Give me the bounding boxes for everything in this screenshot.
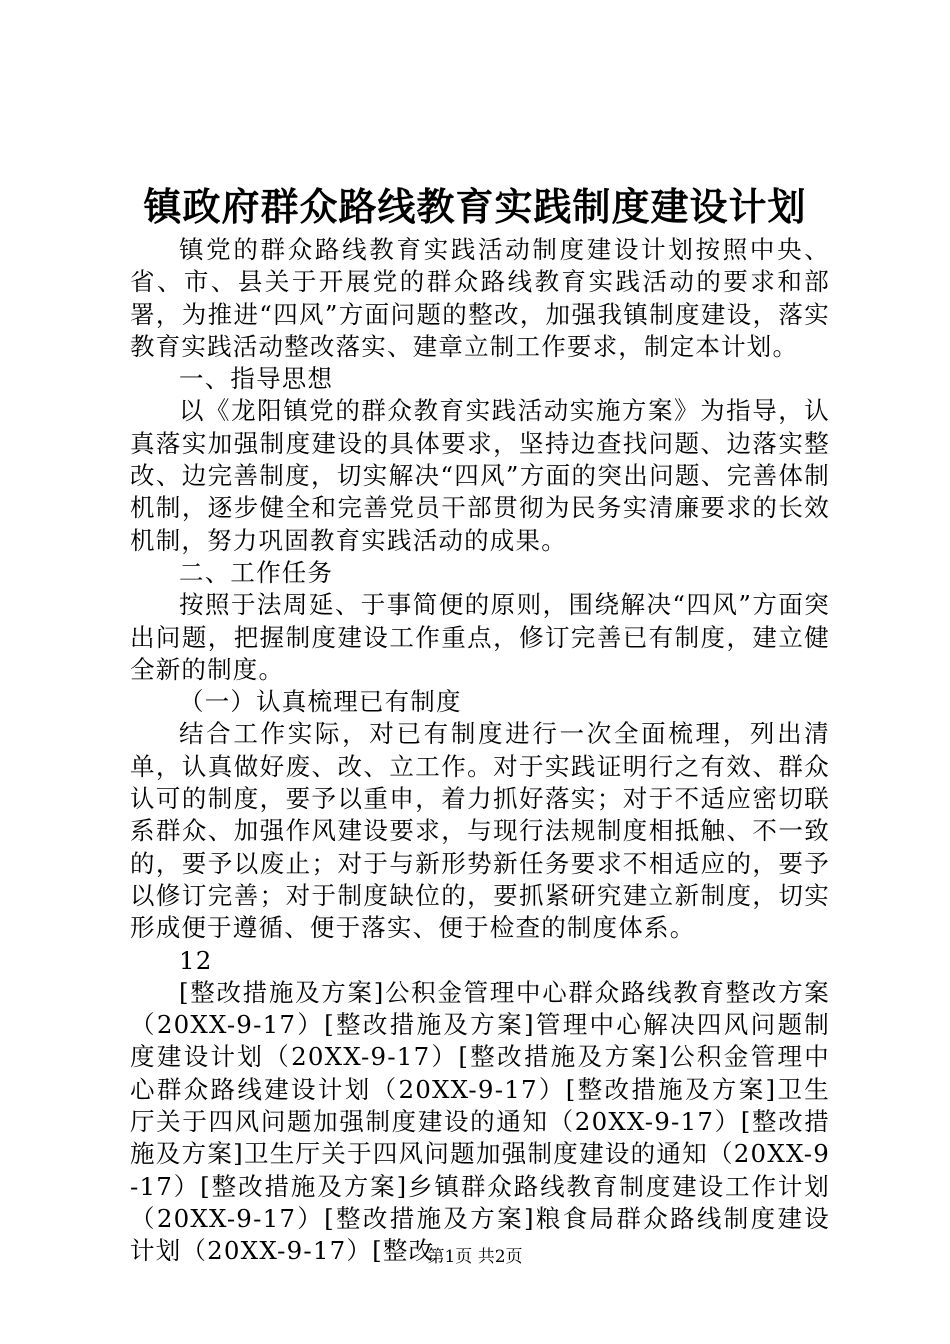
section-heading-work-tasks: 二、工作任务 — [179, 557, 334, 587]
paragraph-related-links: [整改措施及方案]公积金管理中心群众路线教育整改方案（20XX-9-17）[整改措施及方案]管理中心解决四风问题制度建设计划（20XX-9-17）[整改措施及方案]公积金管理中心群众路线建设计划（20XX-9-17）[整改措施及方案]卫生厅关于四风问题加强制度建设的通知（20XX-9-17）[整改措施及方案]卫生厅关于四风问题加强制度建设的通知（20XX-9-17）[整改措施及方案]乡镇群众路线教育制度建设工作计划（20XX-9-17）[整改措施及方案]粮食局群众路线制度建设计划（20XX-9-17）[整改 — [130, 977, 830, 1266]
section-heading-guiding-thought: 一、指导思想 — [179, 364, 334, 394]
page-footer — [0, 1245, 950, 1269]
document-body — [130, 234, 830, 1268]
paragraph-review: 结合工作实际，对已有制度进行一次全面梳理，列出清单，认真做好废、改、立工作。对于实践证明行之有效、群众认可的制度，要予以重申，着力抓好落实；对于不适应密切联系群众、加强作风建设要求，与现行法规制度相抵触、不一致的，要予以废止；对于与新形势新任务要求不相适应的，要予以修订完善；对于制度缺位的，要抓紧研究建立新制度，切实形成便于遵循、便于落实、便于检查的制度体系。 — [130, 719, 830, 943]
page-number-label: 第1页 共2页 — [427, 1247, 523, 1267]
paragraph-work-tasks: 按照于法周延、于事简便的原则，围绕解决“四风”方面突出问题，把握制度建设工作重点，修订完善已有制度，建立健全新的制度。 — [130, 590, 830, 684]
document-title: 镇政府群众路线教育实践制度建设计划 — [143, 184, 807, 229]
paragraph-number: 12 — [179, 945, 213, 975]
subsection-heading-review: （一）认真梳理已有制度 — [179, 687, 462, 717]
paragraph-guiding-thought: 以《龙阳镇党的群众教育实践活动实施方案》为指导，认真落实加强制度建设的具体要求，坚持边查找问题、边落实整改、边完善制度，切实解决“四风”方面的突出问题、完善体制机制，逐步健全和完善党员干部贯彻为民务实清廉要求的长效机制，努力巩固教育实践活动的成果。 — [130, 396, 830, 555]
paragraph-intro: 镇党的群众路线教育实践活动制度建设计划按照中央、省、市、县关于开展党的群众路线教育实践活动的要求和部署，为推进“四风”方面问题的整改，加强我镇制度建设，落实教育实践活动整改落实、建章立制工作要求，制定本计划。 — [130, 235, 830, 361]
